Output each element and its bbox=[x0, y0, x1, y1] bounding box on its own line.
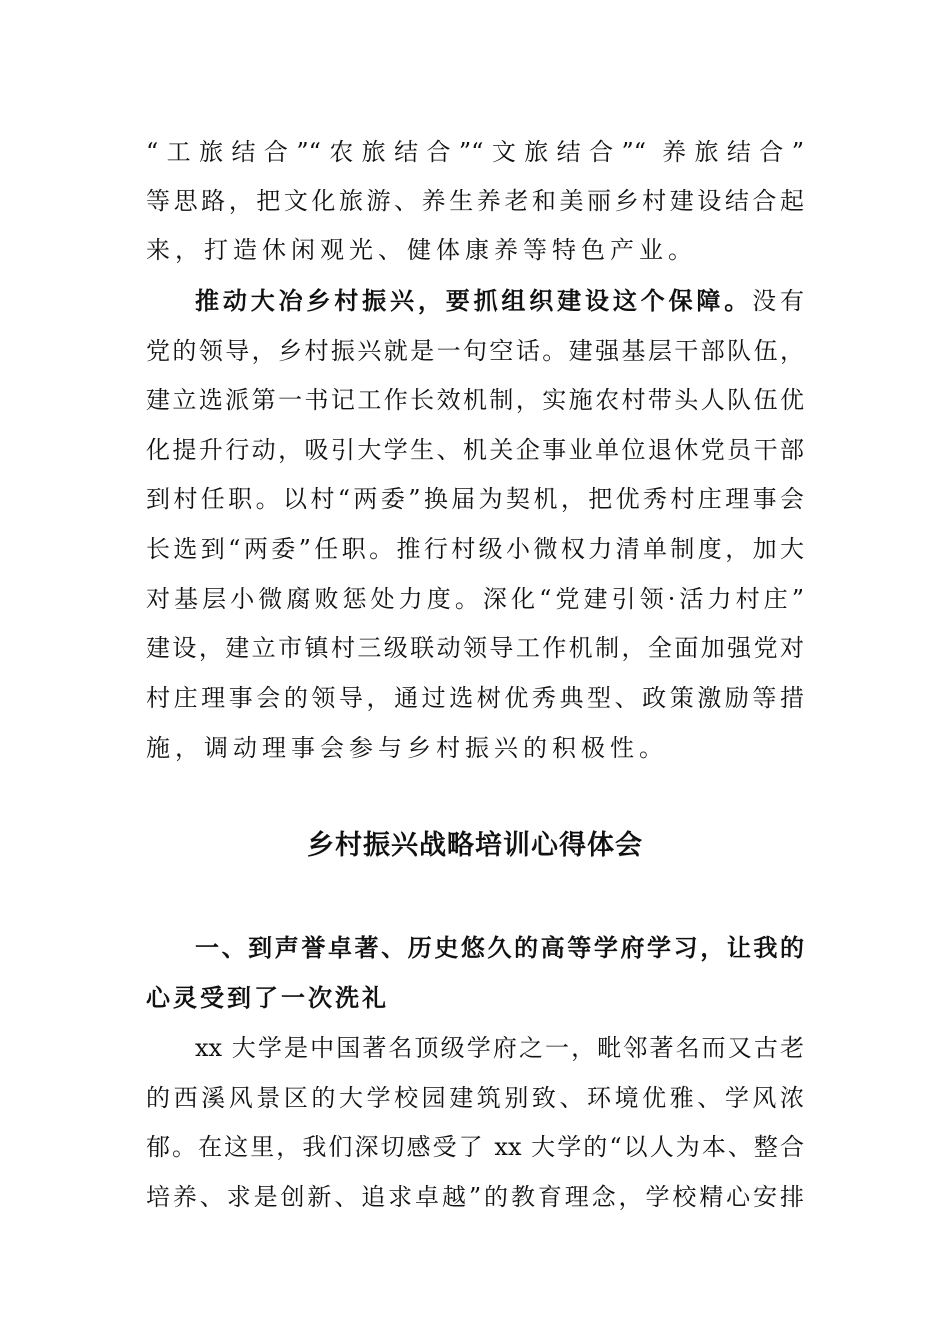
paragraph-3-line-4: 培养、求是创新、追求卓越”的教育理念，学校精心安排 bbox=[146, 1183, 804, 1211]
paragraph-3-line-2: 的西溪风景区的大学校园建筑别致、环境优雅、学风浓 bbox=[146, 1084, 804, 1112]
document-title: 乡村振兴战略培训心得体会 bbox=[307, 830, 643, 861]
paragraph-2-line-5: 到村任职。以村“两委”换届为契机，把优秀村庄理事会 bbox=[146, 485, 804, 513]
paragraph-2-line-10: 施，调动理事会参与乡村振兴的积极性。 bbox=[146, 734, 668, 762]
paragraph-3-first-line: xx 大学是中国著名顶级学府之一，毗邻著名而又古老 bbox=[195, 1034, 804, 1062]
paragraph-1-line-3: 来，打造休闲观光、健体康养等特色产业。 bbox=[146, 236, 697, 264]
paragraph-2-line-3: 建立选派第一书记工作长效机制，实施农村带头人队伍优 bbox=[146, 386, 804, 414]
paragraph-1-line-1: “工旅结合”“农旅结合”“文旅结合”“ 养旅结合” bbox=[146, 138, 804, 166]
paragraph-2-first-line bbox=[195, 281, 804, 321]
paragraph-2-lead-bold: 推动大冶乡村振兴，要抓组织建设这个保障。 bbox=[195, 286, 753, 315]
paragraph-2-lead-rest: 没有 bbox=[752, 287, 805, 315]
paragraph-2-line-4: 化提升行动，吸引大学生、机关企事业单位退休党员干部 bbox=[146, 436, 804, 464]
paragraph-2-line-2: 党的领导，乡村振兴就是一句空话。建强基层干部队伍， bbox=[146, 337, 804, 365]
section-heading-line-1: 一、到声誉卓著、历史悠久的高等学府学习，让我的 bbox=[195, 933, 804, 962]
paragraph-2-line-9: 村庄理事会的领导，通过选树优秀典型、政策激励等措 bbox=[146, 684, 804, 712]
section-heading-line-2: 心灵受到了一次洗礼 bbox=[146, 983, 389, 1012]
paragraph-1-line-2: 等思路，把文化旅游、养生养老和美丽乡村建设结合起 bbox=[146, 187, 804, 215]
paragraph-2-line-8: 建设，建立市镇村三级联动领导工作机制，全面加强党对 bbox=[146, 634, 804, 662]
paragraph-3-line-3: 郁。在这里，我们深切感受了 xx 大学的“以人为本、整合 bbox=[146, 1133, 804, 1161]
paragraph-2-line-7: 对基层小微腐败惩处力度。深化“党建引领·活力村庄” bbox=[146, 585, 804, 613]
paragraph-2-line-6: 长选到“两委”任职。推行村级小微权力清单制度，加大 bbox=[146, 535, 804, 563]
